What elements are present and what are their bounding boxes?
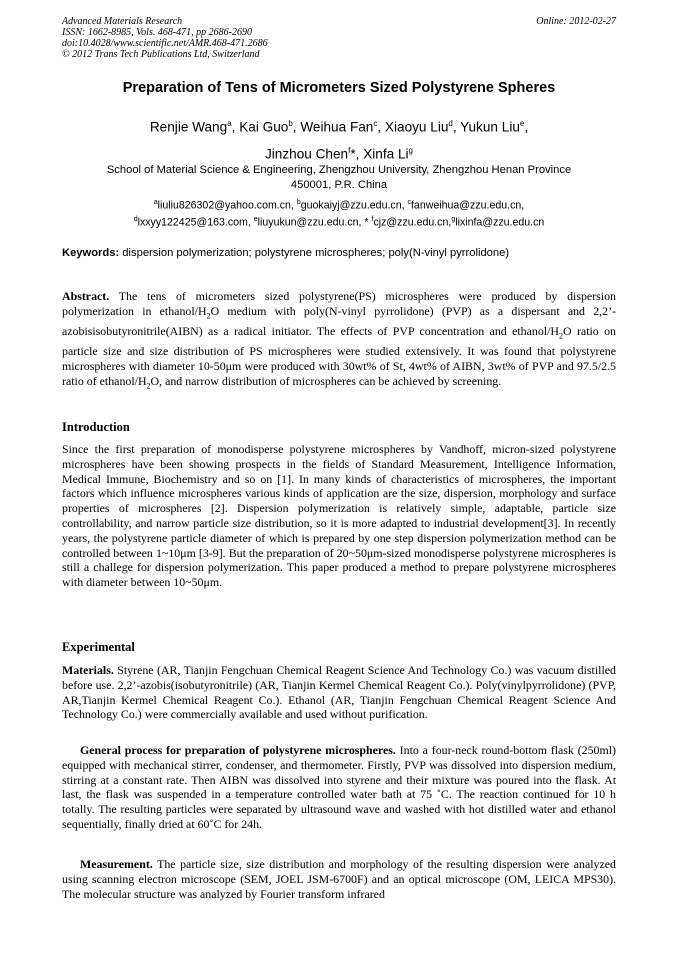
email-mark: g (451, 216, 456, 224)
email-address: lixinfa@zzu.edu.cn (455, 216, 545, 229)
keywords-label: Keywords: (62, 247, 120, 259)
subscript: 2 (146, 381, 151, 391)
email-mark: a (153, 199, 158, 206)
email-address: liuyukun@zzu.edu.cn, * (257, 216, 372, 229)
email-address: liuliu826302@yahoo.com.cn, (157, 199, 297, 212)
author-mark: c (373, 119, 378, 128)
email-mark: b (296, 199, 301, 206)
issn-line: ISSN: 1662-8985, Vols. 468-471, pp 2686-2690 (62, 27, 252, 38)
author-name: , Weihua Fan (292, 119, 374, 135)
introduction-text: Since the first preparation of monodisperse polystyrene microspheres by Vandhoff, micron-sized polystyrene microspheres have been showing prospects in the fields of Standard Measurement, Intelligence Information, Medical Immune, Biochemistry and so on [1]. In many kinds of characteristics of microspheres, the important factors which influence microspheres various kinds of application are the size, dispersion, morphology and surface properties of microspheres [2]. Dispersion polymerization is relatively simple, adaptable, particle size controllability, and narrow particle size distribution, so it is more adapted to industrial development[3]. In recently years, the polystyrene particle diameter of which is prepared by one step dispersion polymerization method can be controlled between 1~10μm [3-9]. But the preparation of 20~50μm-sized monodisperse polystyrene microspheres is still a challege for dispersion polymerization. This paper produced a method to prepare polystyrene microspheres with diameter between 10~50μm. (62, 442, 616, 590)
author-name: , Xiaoyu Liu (377, 119, 449, 135)
online-date: Online: 2012-02-27 (536, 16, 616, 27)
email-address: lxxyy122425@163.com, (137, 216, 254, 229)
doi-line: doi:10.4028/www.scientific.net/AMR.468-471.2686 (62, 38, 268, 49)
keywords-text: dispersion polymerization; polystyrene microspheres; poly(N-vinyl pyrrolidone) (119, 247, 510, 259)
measurement-label: Measurement. (80, 857, 153, 871)
subscript: 2 (206, 311, 211, 321)
affiliation-line: School of Material Science & Engineering, Zhengzhou University, Zhengzhou Henan Province (106, 164, 572, 176)
email-line-1 (62, 196, 616, 213)
author-name: *, Xinfa Li (350, 146, 409, 162)
author-line-2 (62, 139, 616, 166)
author-mark: e (519, 119, 525, 128)
paper-title: Preparation of Tens of Micrometers Sized Polystyrene Spheres (122, 80, 556, 96)
general-process-paragraph (62, 743, 616, 832)
email-mark: d (133, 216, 138, 224)
email-mark: e (253, 216, 258, 224)
abstract-text: O medium with poly(N-vinyl pyrrolidone) (PVP) as a dispersant and 2,2’-azobisisobutyronitrile(AIBN) as a radical initiator. The effects of PVP concentration and ethanol/H (62, 303, 616, 338)
introduction-heading: Introduction (62, 420, 130, 434)
email-address: fanweihua@zzu.edu.cn, (410, 199, 525, 212)
author-mark: g (408, 145, 413, 155)
abstract-text: The tens of micrometers sized polystyrene(PS) microspheres were produced by dispersion polymerization in ethanol/H (62, 289, 616, 318)
author-mark: a (227, 119, 232, 128)
copyright-line: © 2012 Trans Tech Publications Ltd, Switzerland (62, 49, 260, 60)
author-name: , Yukun Liu (452, 119, 520, 135)
materials-text: Styrene (AR, Tianjin Fengchuan Chemical Reagent Science And Technology Co.) was vacuum distilled before use. 2,2’-azobis(isobutyronitrile) (AR, Tianjin Kermel Chemical Reagent Co.). Poly(vinylpyrrolidone) (PVP, AR,Tianjin Kermel Chemical Reagent Co.). Ethanol (AR, Tianjin Fengchuan Chemical Reagent Science And Technology Co.) were commercially available and used without purification. (62, 663, 616, 722)
materials-label: Materials. (62, 663, 114, 677)
author-line-1: Renjie Wang$^a$, Kai Guo$^b$, Weihua Fan$^c$, Xiaoyu Liu$^d$, Yukun Liu$^e$, (149, 119, 529, 135)
email-mark: c (407, 199, 411, 206)
measurement-paragraph (62, 857, 616, 901)
abstract-label: Abstract. (62, 289, 110, 303)
email-line-2 (62, 213, 616, 230)
email-list (62, 196, 616, 230)
email-address: guokaiyj@zzu.edu.cn, (300, 199, 408, 212)
materials-paragraph (62, 663, 616, 722)
author-list (62, 112, 616, 165)
abstract-text: O, and narrow distribution of microspheres can be achieved by screening. (150, 373, 502, 388)
general-process-text: Into a four-neck round-bottom flask (250ml) equipped with mechanical stirrer, condenser, and thermometer. Firstly, PVP was dissolved into dispersion medium, stirring at a constant rate. Then AIBN was dissolved into styrene and their mixture was poured into the flask. At last, the flask was suspended in a temperature controlled water bath at 75 ˚C. The reaction continued for 10 h totally. The resulting particles were separated by ultrasound wave and washed with hot distilled water and ethanol sequentially, finally dried at 60˚C for 24h. (62, 743, 616, 831)
subscript: 2 (559, 331, 563, 341)
author-name: Renjie Wang (149, 119, 228, 135)
journal-header (62, 16, 616, 60)
experimental-heading: Experimental (62, 640, 135, 654)
affiliation-line: 450001, P.R. China (290, 179, 388, 191)
journal-name: Advanced Materials Research (62, 16, 183, 27)
abstract-text: O ratio on particle size and size distribution of PS microspheres were studied extensively. It was found that polystyrene microspheres with diameter 10-50μm were produced with 30wt% of St, 4wt% of AIBN, 3wt% of PVP and 97.5/2.5 ratio of ethanol/H (62, 323, 617, 388)
author-mark: b (288, 119, 293, 128)
author-name: Jinzhou Chen (264, 146, 349, 162)
email-address: cjz@zzu.edu.cn, (373, 216, 452, 229)
email-mark: f (371, 216, 374, 224)
author-mark: d (448, 119, 453, 128)
general-process-label: General process for preparation of polystyrene microspheres. (80, 743, 396, 757)
abstract (62, 289, 616, 394)
author-name: , Kai Guo (231, 119, 289, 135)
keywords (62, 247, 616, 259)
author-mark: f (348, 145, 351, 155)
affiliation (62, 163, 616, 193)
measurement-text: The particle size, size distribution and morphology of the resulting dispersion were analyzed using scanning electron microscope (SEM, JOEL JSM-6700F) and an optical microscope (OM, LEICA MPS30). The molecular structure was analyzed by Fourier transform infrared (62, 857, 616, 901)
